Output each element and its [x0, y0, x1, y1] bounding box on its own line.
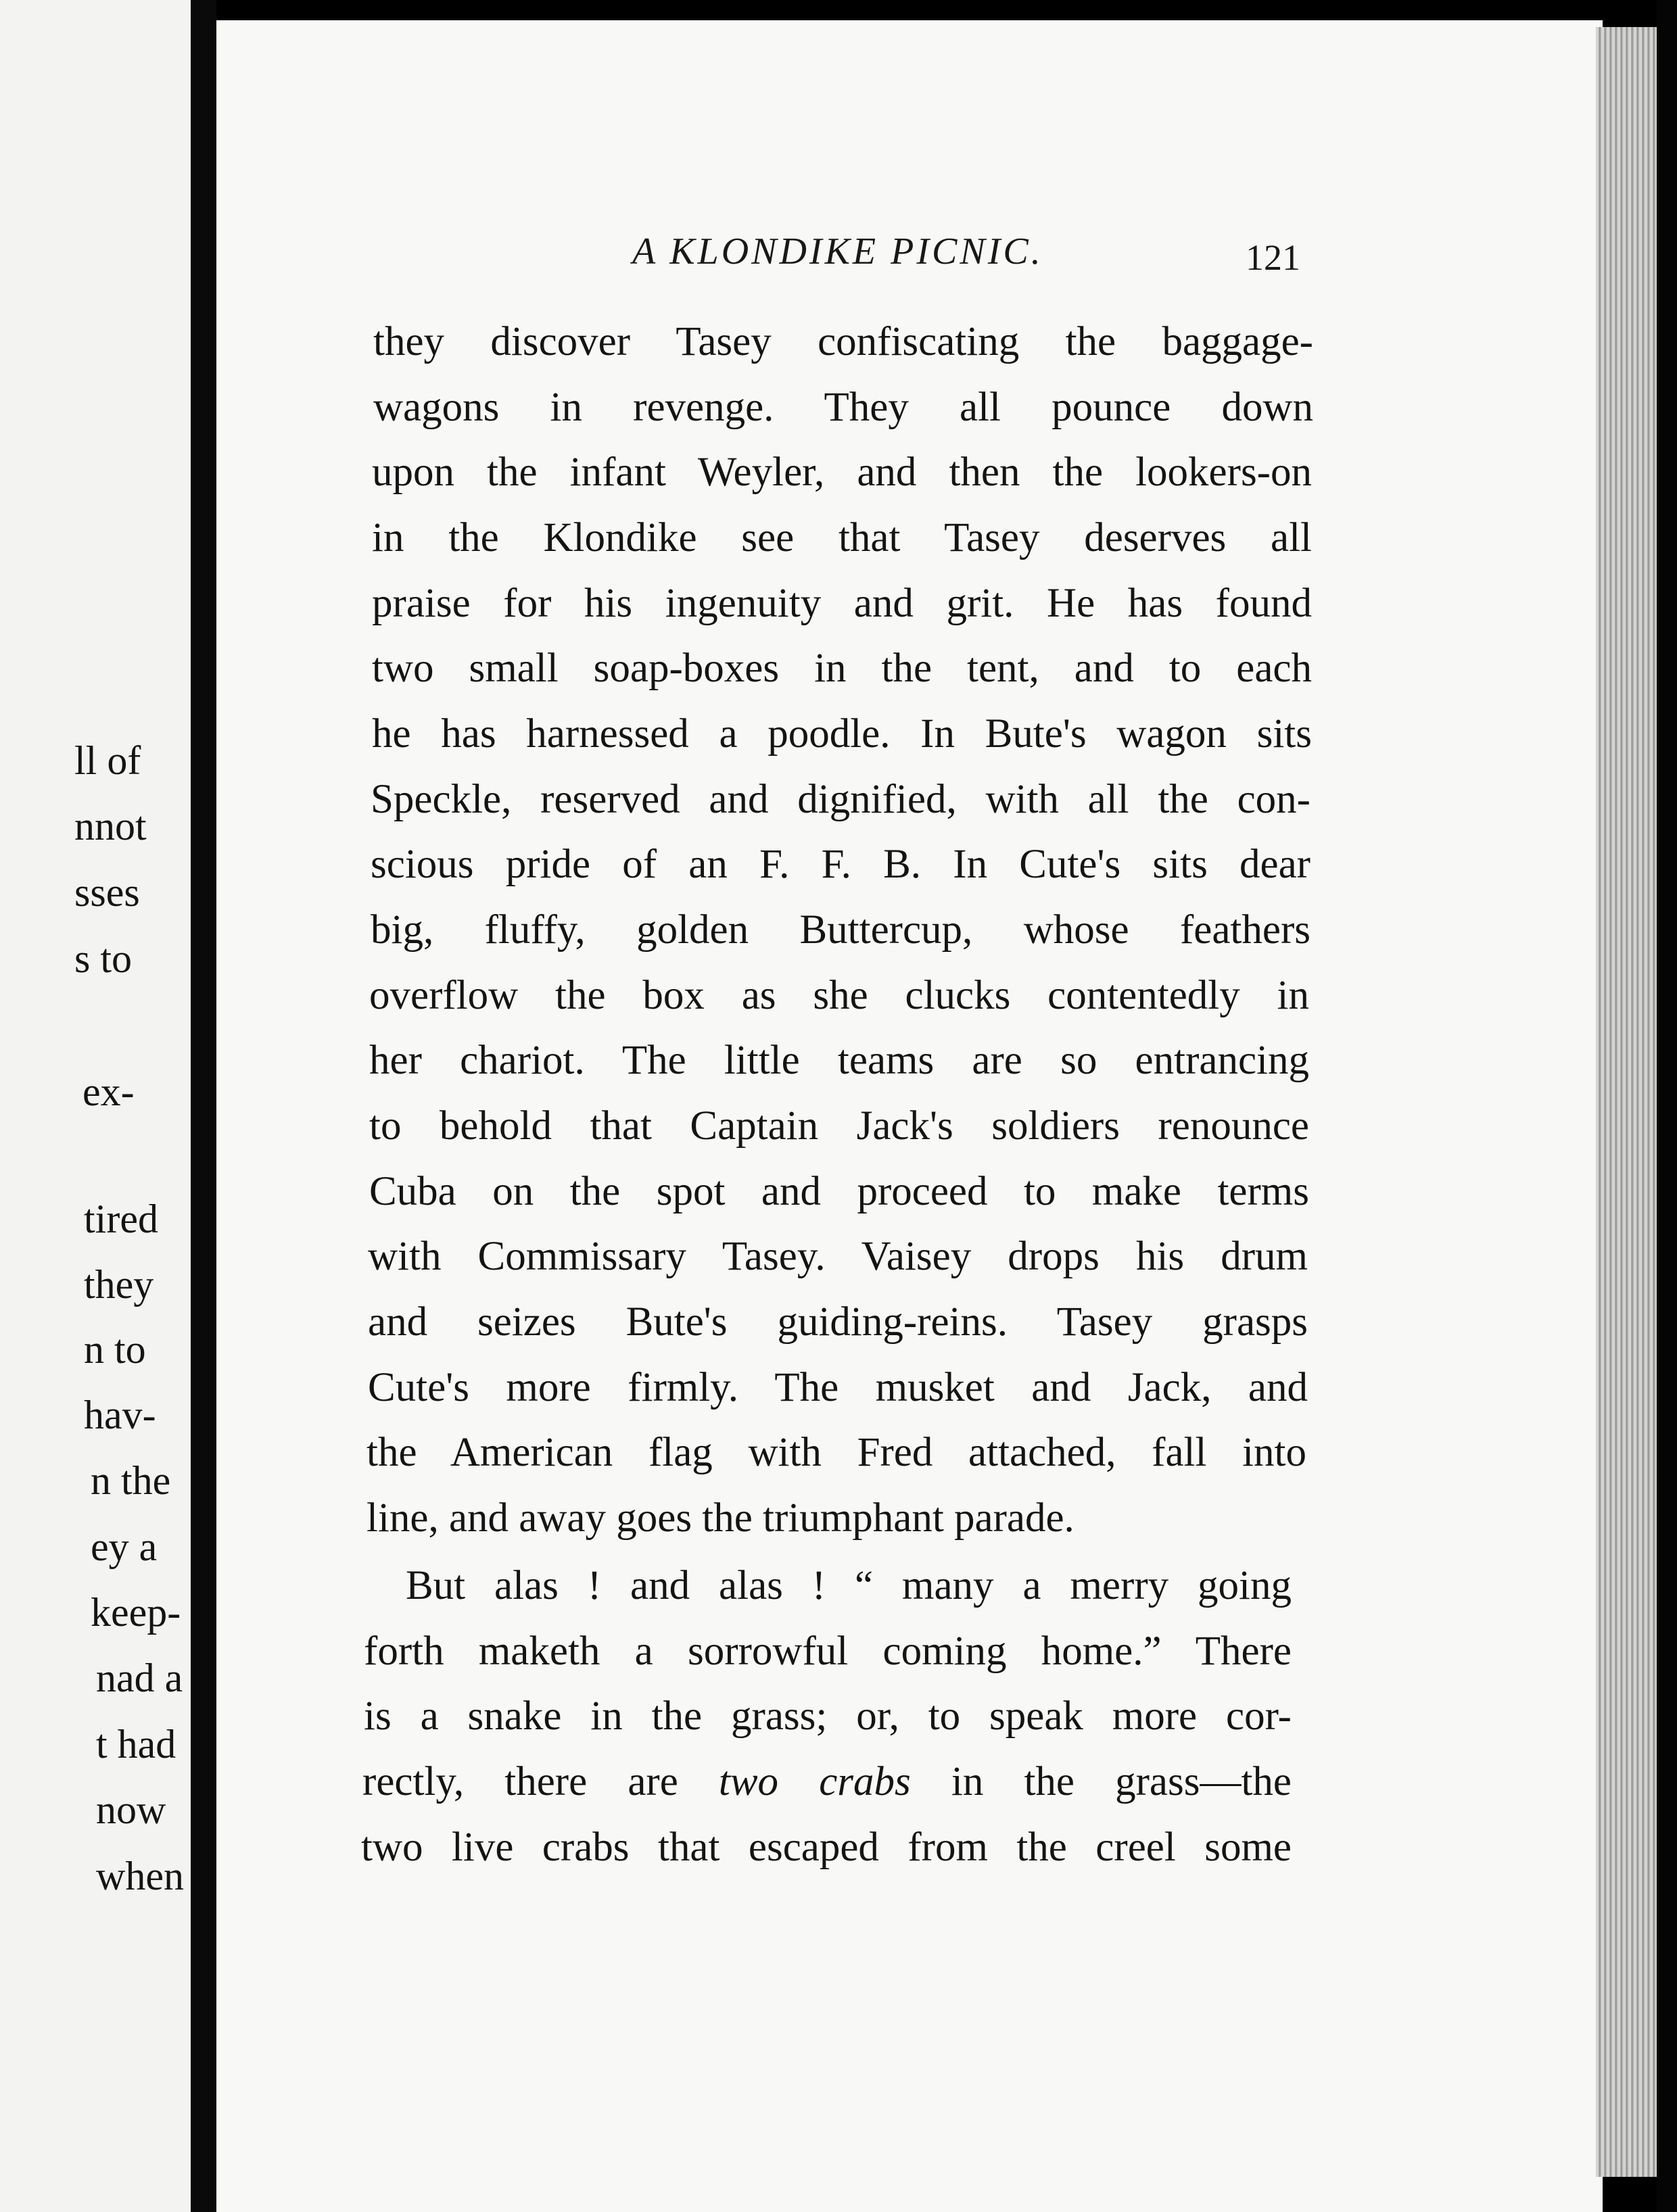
- facing-page-line: ll of: [74, 738, 141, 783]
- book-gutter: [191, 0, 216, 2212]
- facing-page: [0, 0, 191, 2212]
- text-line: in the Klondike see that Tasey deserves all: [372, 515, 1312, 560]
- facing-page-line: ex-: [82, 1069, 135, 1114]
- page-edge-shadow: [1657, 0, 1677, 2212]
- text-line: he has harnessed a poodle. In Bute's wagon sits: [372, 711, 1312, 756]
- text-line: Cuba on the spot and proceed to make terms: [369, 1169, 1309, 1214]
- facing-page-line: n the: [91, 1458, 171, 1503]
- facing-page-line: hav-: [84, 1393, 156, 1437]
- text-line: Cute's more firmly. The musket and Jack, and: [368, 1365, 1308, 1410]
- page-edges: [1596, 27, 1657, 2177]
- facing-page-line: n to: [84, 1327, 146, 1372]
- facing-page-line: they: [84, 1262, 154, 1307]
- text-line: to behold that Captain Jack's soldiers renounce: [369, 1103, 1309, 1149]
- facing-page-line: now: [96, 1787, 166, 1832]
- facing-page-line: s to: [74, 936, 133, 981]
- facing-page-line: nnot: [74, 804, 147, 848]
- text-line: big, fluffy, golden Buttercup, whose feathers: [371, 907, 1310, 953]
- facing-page-line: ey a: [91, 1524, 158, 1569]
- facing-page-line: t had: [96, 1722, 176, 1766]
- text-line: is a snake in the grass; or, to speak more cor-: [364, 1693, 1292, 1739]
- facing-page-line: tired: [84, 1197, 158, 1241]
- facing-page-line: keep-: [91, 1590, 181, 1635]
- text-line: line, and away goes the triumphant parade.: [367, 1495, 1074, 1541]
- italic-text: two crabs: [718, 1759, 911, 1804]
- text-line: they discover Tasey confiscating the baggage-: [373, 319, 1313, 364]
- text-line: Speckle, reserved and dignified, with all the con-: [371, 777, 1310, 822]
- text-line: and seizes Bute's guiding-reins. Tasey grasps: [368, 1299, 1308, 1345]
- text-line: scious pride of an F. F. B. In Cute's sits dear: [371, 842, 1310, 887]
- text-line: But alas ! and alas ! “ many a merry going: [406, 1563, 1292, 1608]
- text-run: rectly, there are: [362, 1759, 719, 1804]
- facing-page-line: sses: [74, 870, 140, 915]
- facing-page-line: nad a: [96, 1656, 183, 1700]
- text-line: two small soap-boxes in the tent, and to each: [372, 646, 1312, 691]
- facing-page-line: when: [96, 1854, 184, 1898]
- page-number: 121: [1246, 237, 1300, 278]
- text-line: praise for his ingenuity and grit. He has found: [372, 581, 1312, 626]
- text-line: her chariot. The little teams are so entrancing: [369, 1038, 1309, 1083]
- text-line: wagons in revenge. They all pounce down: [373, 385, 1313, 430]
- text-line: the American flag with Fred attached, fall into: [367, 1430, 1306, 1475]
- text-line: overflow the box as she clucks contentedly in: [369, 973, 1309, 1018]
- text-run: in the grass—the: [910, 1759, 1292, 1804]
- text-line: upon the infant Weyler, and then the lookers-on: [372, 450, 1312, 495]
- text-line: forth maketh a sorrowful coming home.” There: [364, 1629, 1292, 1674]
- text-line: with Commissary Tasey. Vaisey drops his drum: [368, 1234, 1308, 1279]
- running-head: A KLONDIKE PICNIC.: [632, 231, 1043, 272]
- text-line: [362, 1761, 1292, 1802]
- text-line: two live crabs that escaped from the creel some: [361, 1825, 1292, 1870]
